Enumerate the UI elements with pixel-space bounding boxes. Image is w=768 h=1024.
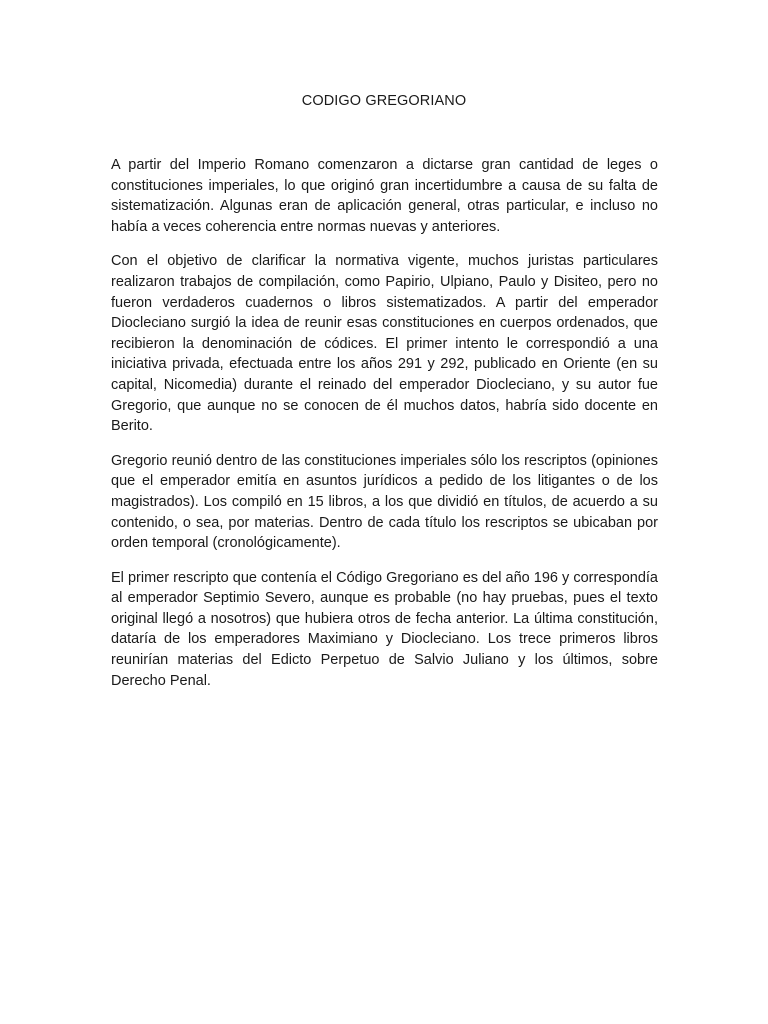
paragraph-2: Con el objetivo de clarificar la normativa vigente, muchos juristas particulares realizaron trabajos de compilación, como Papirio, Ulpiano, Paulo y Disiteo, pero no fueron verdaderos cuadernos o libros sistematizados. A partir del emperador Diocleciano surgió la idea de reunir esas constituciones en cuerpos ordenados, que recibieron la denominación de códices. El primer intento le correspondió a una iniciativa privada, efectuada entre los años 291 y 292, publicado en Oriente (en su capital, Nicomedia) durante el reinado del emperador Diocleciano, y su autor fue Gregorio, que aunque no se conocen de él muchos datos, habría sido docente en Berito. [111, 253, 658, 435]
paragraph-4: El primer rescripto que contenía el Código Gregoriano es del año 196 y correspondía al emperador Septimio Severo, aunque es probable (no hay pruebas, pues el texto original llegó a nosotros) que hubiera otros de fecha anterior. La última constitución, dataría de los emperadores Maximiano y Diocleciano. Los trece primeros libros reunirían materias del Edicto Perpetuo de Salvio Juliano y los últimos, sobre Derecho Penal. [111, 569, 658, 689]
paragraph-3: Gregorio reunió dentro de las constituciones imperiales sólo los rescriptos (opiniones que el emperador emitía en asuntos jurídicos a pedido de los litigantes o de los magistrados). Los compiló en 15 libros, a los que dividió en títulos, de acuerdo a su contenido, o sea, por materias. Dentro de cada título los rescriptos se ubicaban por orden temporal (cronológicamente). [111, 452, 658, 552]
document-title: CODIGO GREGORIANO [301, 93, 467, 109]
document-body [111, 155, 658, 705]
paragraph-1: A partir del Imperio Romano comenzaron a dictarse gran cantidad de leges o constituciones imperiales, lo que originó gran incertidumbre a causa de su falta de sistematización. Algunas eran de aplicación general, otras particular, e incluso no había a veces coherencia entre normas nuevas y anteriores. [111, 157, 658, 235]
